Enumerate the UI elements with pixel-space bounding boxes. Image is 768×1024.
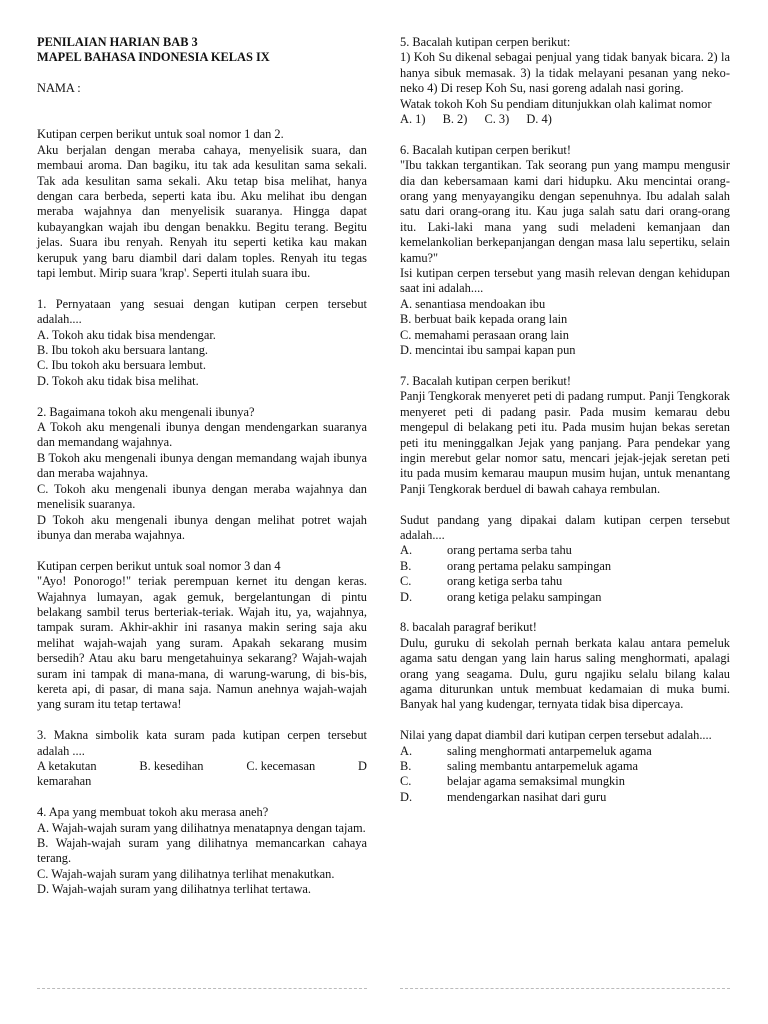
q7-option-d: D. orang ketiga pelaku sampingan [400, 589, 602, 604]
q7-question: Sudut pandang yang dipakai dalam kutipan cerpen tersebut adalah.... [400, 512, 730, 542]
q4-option-d: D. Wajah-wajah suram yang dilihatnya terlihat tertawa. [37, 882, 312, 897]
q1-question: 1. Pernyataan yang sesuai dengan kutipan cerpen tersebut adalah.... [37, 296, 367, 327]
q8-option-b: B. saling membantu antarpemeluk agama [400, 759, 638, 774]
q1-option-a: A. Tokoh aku tidak bisa mendengar. [37, 327, 216, 342]
passage2-intro: Kutipan cerpen berikut untuk soal nomor 3 dan 4 [37, 558, 281, 573]
q6-option-d: D. mencintai ibu sampai kapan pun [400, 343, 576, 358]
q3-option-d: D [358, 758, 367, 773]
q5-options [400, 112, 730, 127]
q6-option-a: A. senantiasa mendoakan ibu [400, 296, 546, 311]
q7-option-b: B. orang pertama pelaku sampingan [400, 558, 612, 573]
q8-text: Dulu, guruku di sekolah pernah berkata kalau antara pemeluk agama satu dengan yang lain harus saling menghormati, apalagi orang yang seagama. Dulu, guru ngajiku selalu bilang kalau agama diturunkan untuk membuat kedamaian di muka bumi. Banyak hal yang kudengar, ternyata tidak bisa dipercaya. [400, 635, 730, 712]
left-column [37, 35, 367, 898]
q7-text: Panji Tengkorak menyeret peti di padang rumput. Panji Tengkorak menyeret peti di padang pasir. Pada musim kemarau debu mengepul di belakang peti itu. Pada musim hujan bekas seretan peti itu meninggalkan Jejak yang panjang. Para pendekar yang ingin merebut gelar nomor satu, mencari jejak-jejak seretan peti itu pada musim kemarau maupun musim hujan, untuk menantang Panji Tengkorak berduel di bawah cahaya rembulan. [400, 389, 730, 496]
q2-option-a: A Tokoh aku mengenali ibunya dengan mendengarkan suaranya dan memandang wajahnya. [37, 420, 367, 450]
q7-intro: 7. Bacalah kutipan cerpen berikut! [400, 373, 571, 388]
q3-option-b: B. kesedihan [139, 758, 204, 773]
q6-question: Isi kutipan cerpen tersebut yang masih relevan dengan kehidupan saat ini adalah.... [400, 266, 730, 296]
q8-intro: 8. bacalah paragraf berikut! [400, 620, 537, 635]
passage1-intro: Kutipan cerpen berikut untuk soal nomor 1 dan 2. [37, 127, 284, 142]
q8-option-c: C. belajar agama semaksimal mungkin [400, 774, 625, 789]
q8-option-d: D. mendengarkan nasihat dari guru [400, 789, 607, 804]
q2-question: 2. Bagaimana tokoh aku mengenali ibunya? [37, 404, 255, 419]
q1-option-c: C. Ibu tokoh aku bersuara lembut. [37, 358, 206, 373]
q7-option-a: A. orang pertama serba tahu [400, 543, 572, 558]
q6-intro: 6. Bacalah kutipan cerpen berikut! [400, 142, 571, 157]
q4-question: 4. Apa yang membuat tokoh aku merasa aneh? [37, 805, 269, 820]
q6-option-b: B. berbuat baik kepada orang lain [400, 312, 568, 327]
page-divider-right [400, 988, 730, 989]
q5-question: Watak tokoh Koh Su pendiam ditunjukkan olah kalimat nomor [400, 96, 712, 111]
passage1-text: Aku berjalan dengan meraba cahaya, menyelisik suara, dan membaui aroma. Dan bagiku, itu tak ada kesulitan sama sekali. Tak ada kesulitan sama sekali. Aku tetap bisa melihat, hanya dengan cara berbeda, seperti kata ibu. Aku melihat ibu dengan meraba wajahnya dan menyelisik suaranya. Hingga dapat kubayangkan wajah ibu dengan benakku. Begitu terang. Begitu jelas. Suara ibu renyah. Renyah itu seperti ketika kau makan kerupuk yang baru diambil dari dalam toples. Renyah itu tegas tapi lembut. Mirip suara 'krap'. Seperti itulah suara ibu. [37, 142, 367, 281]
q5-option-b: B. 2) [442, 112, 468, 127]
q3-options [37, 759, 367, 774]
q3-option-c: C. kecemasan [246, 758, 316, 773]
right-column [400, 35, 730, 805]
q3-option-a: A ketakutan [37, 758, 97, 773]
q3-option-d-text: kemarahan [37, 774, 92, 789]
title-line-1: PENILAIAN HARIAN BAB 3 [37, 35, 198, 49]
q5-intro: 5. Bacalah kutipan cerpen berikut: [400, 35, 571, 49]
q3-question: 3. Makna simbolik kata suram pada kutipan cerpen tersebut adalah .... [37, 728, 367, 758]
nama-label: NAMA : [37, 81, 81, 96]
q2-option-c: C. Tokoh aku mengenali ibunya dengan meraba wajahnya dan menelisik suaranya. [37, 481, 367, 512]
q7-option-c: C. orang ketiga serba tahu [400, 574, 563, 589]
q5-option-c: C. 3) [484, 112, 510, 127]
q5-option-d: D. 4) [526, 112, 552, 127]
q2-option-b: B Tokoh aku mengenali ibunya dengan memandang wajah ibunya dan meraba wajahnya. [37, 450, 367, 481]
q6-text: "Ibu takkan tergantikan. Tak seorang pun yang mampu mengusir dia dan kebersamaan kami dari hidupku. Aku mencintai orang-orang yang menyayangiku dengan sepenuhnya. Ibu adalah salah satu dari orang-orang itu. Kau juga salah satu dari orang-orang itu. Laki-laki mana yang sudi meladeni kemanjaan dan kemelankolian berkepanjangan dengan masa lalu sepertiku, selain kamu?" [400, 158, 730, 265]
q1-option-d: D. Tokoh aku tidak bisa melihat. [37, 373, 199, 388]
passage2-text: "Ayo! Ponorogo!" teriak perempuan kernet itu dengan keras. Wajahnya lumayan, agak gemuk, bergelantungan di pintu belakang sambil terus berteriak-teriak. Wajah itu, ya, wajahnya, tampak suram. Akhir-akhir ini rasanya makin sering saja aku melihat wajah-wajah yang suram. Apakah sekarang musim bersedih? Atau aku baru mengetahuinya sekarang? Wajah-wajah suram ini tampak di mana-mana, di warung-warung, di bis-bis, kereta api, di pasar, di mana saja. Namun anehnya wajah-wajah yang suram itu tetap tertawa! [37, 574, 367, 712]
q1-option-b: B. Ibu tokoh aku bersuara lantang. [37, 343, 209, 358]
q6-option-c: C. memahami perasaan orang lain [400, 327, 569, 342]
q2-option-d: D Tokoh aku mengenali ibunya dengan melihat potret wajah ibunya dan meraba wajahnya. [37, 512, 367, 542]
q4-option-a: A. Wajah-wajah suram yang dilihatnya menatapnya dengan tajam. [37, 820, 366, 835]
q5-option-a: A. 1) [400, 112, 426, 127]
page-divider-left [37, 988, 367, 989]
q5-text: 1) Koh Su dikenal sebagai penjual yang tidak banyak bicara. 2) la hanya sibuk memasak. 3) la tidak melayani pesanan yang neko-neko 4) Di resep Koh Su, nasi goreng adalah nasi goring. [400, 50, 730, 96]
q8-option-a: A. saling menghormati antarpemeluk agama [400, 743, 652, 758]
q8-question: Nilai yang dapat diambil dari kutipan cerpen tersebut adalah.... [400, 728, 712, 743]
q4-option-b: B. Wajah-wajah suram yang dilihatnya memancarkan cahaya terang. [37, 836, 367, 866]
title-line-2: MAPEL BAHASA INDONESIA KELAS IX [37, 50, 270, 65]
q4-option-c: C. Wajah-wajah suram yang dilihatnya terlihat menakutkan. [37, 866, 335, 881]
